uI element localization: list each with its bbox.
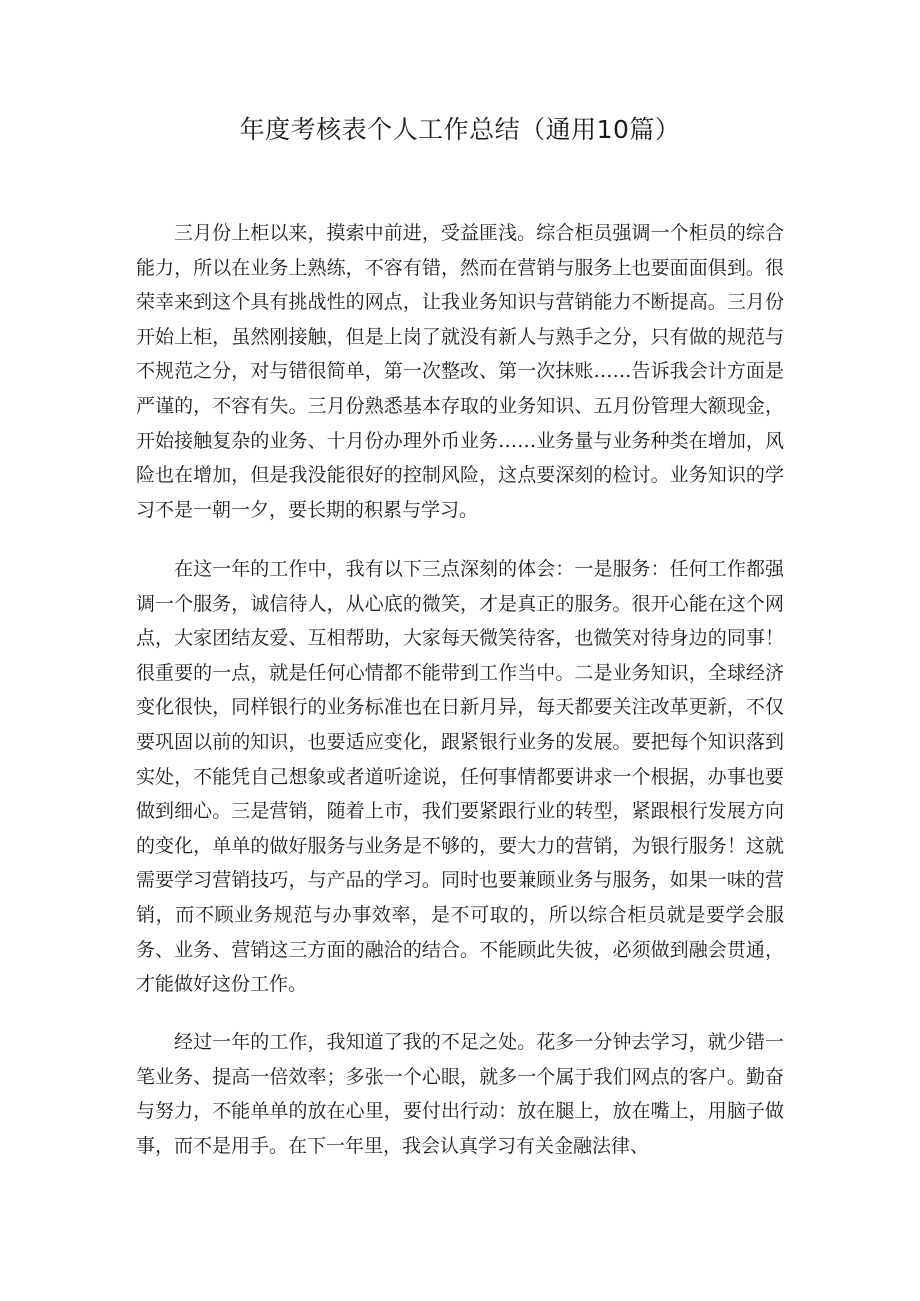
document-title: 年度考核表个人工作总结（通用10篇） bbox=[239, 115, 681, 144]
paragraph-2: 在这一年的工作中，我有以下三点深刻的体会：一是服务：任何工作都强调一个服务，诚信待人，从心底的微笑，才是真正的服务。很开心能在这个网点，大家团结友爱、互相帮助，大家每天微笑待客，也微笑对待身边的同事！很重要的一点，就是任何心情都不能带到工作当中。二是业务知识，全球经济变化很快，同样银行的业务标准也在日新月异，每天都要关注改革更新，不仅要巩固以前的知识，也要适应变化，跟紧银行业务的发展。要把每个知识落到实处，不能凭自己想象或者道听途说，任何事情都要讲求一个根据，办事也要做到细心。三是营销，随着上市，我们要紧跟行业的转型，紧跟根行发展方向的变化，单单的做好服务与业务是不够的，要大力的营销，为银行服务！这就需要学习营销技巧，与产品的学习。同时也要兼顾业务与服务，如果一味的营销，而不顾业务规范与办事效率，是不可取的，所以综合柜员就是要学会服务、业务、营销这三方面的融洽的结合。不能顾此失彼，必须做到融会贯通，才能做好这份工作。 bbox=[136, 558, 784, 996]
paragraph-3: 经过一年的工作，我知道了我的不足之处。花多一分钟去学习，就少错一笔业务、提高一倍效率；多张一个心眼，就多一个属于我们网点的客户。勤奋与努力，不能单单的放在心里，要付出行动：放在腿上，放在嘴上，用脑子做事，而不是用手。在下一年里，我会认真学习有关金融法律、 bbox=[136, 1031, 784, 1157]
paragraph-1: 三月份上柜以来，摸索中前进，受益匪浅。综合柜员强调一个柜员的综合能力，所以在业务上熟练，不容有错，然而在营销与服务上也要面面俱到。很荣幸来到这个具有挑战性的网点，让我业务知识与营销能力不断提高。三月份开始上柜，虽然刚接触，但是上岗了就没有新人与熟手之分，只有做的规范与不规范之分，对与错很简单，第一次整改、第一次抹账……告诉我会计方面是严谨的，不容有失。三月份熟悉基本存取的业务知识、五月份管理大额现金，开始接触复杂的业务、十月份办理外币业务……业务量与业务种类在增加，风险也在增加，但是我没能很好的控制风险，这点要深刻的检讨。业务知识的学习不是一朝一夕，要长期的积累与学习。 bbox=[136, 222, 784, 521]
